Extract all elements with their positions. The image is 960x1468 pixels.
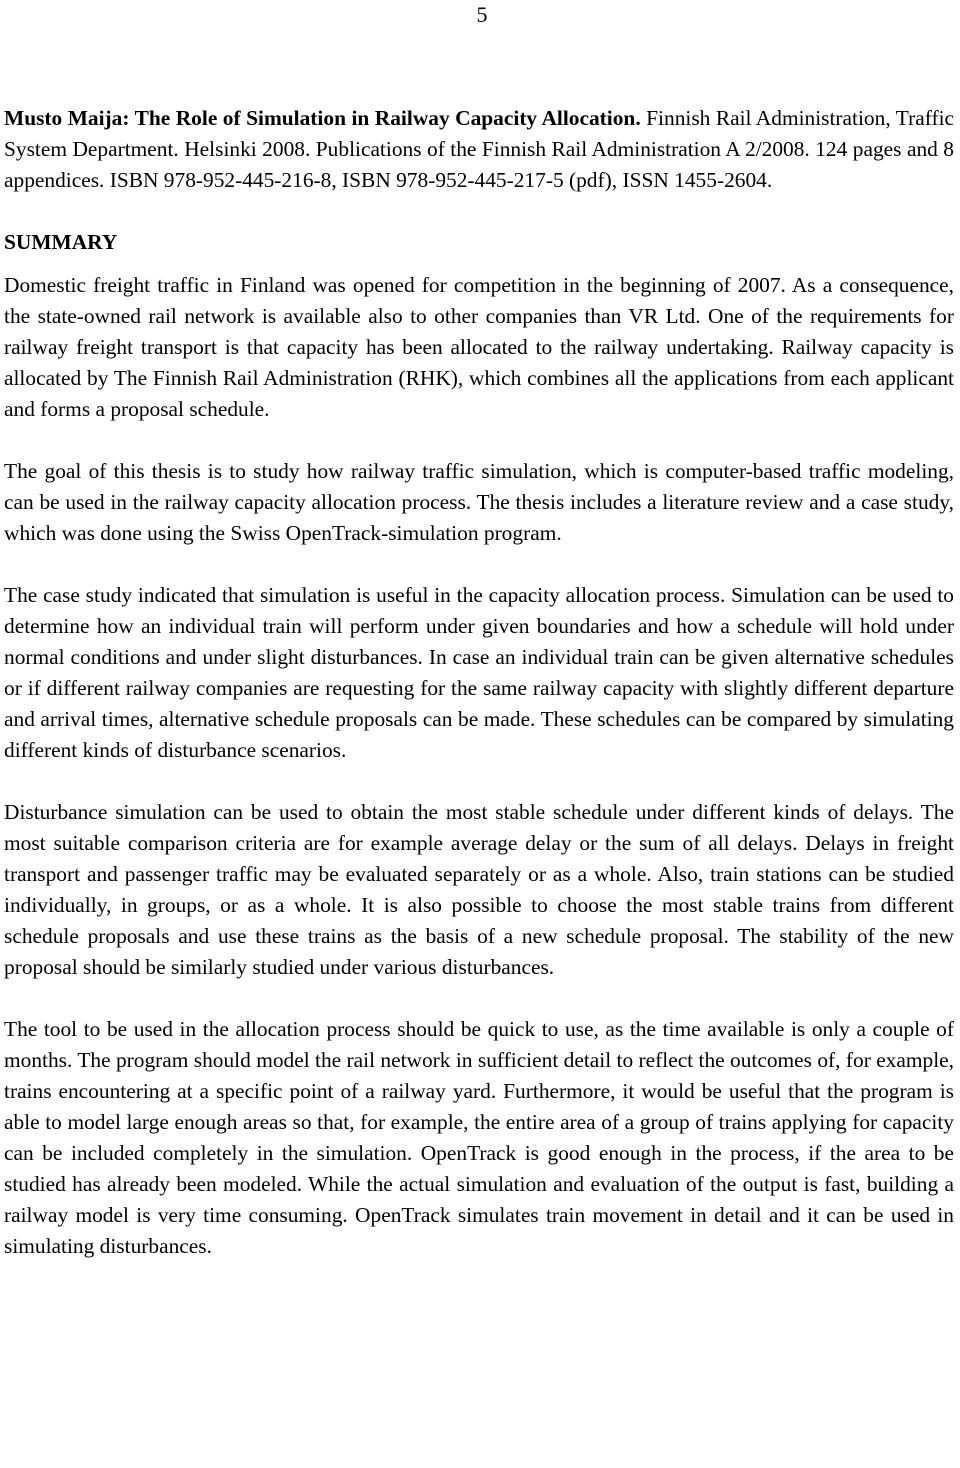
summary-paragraph-2: The goal of this thesis is to study how railway traffic simulation, which is computer-based traffic modeling, can be used in the railway capacity allocation process. The thesis includes a literature review and a case study, which was done using the Swiss OpenTrack-simulation program. bbox=[4, 459, 954, 545]
summary-paragraph-3: The case study indicated that simulation is useful in the capacity allocation process. Simulation can be used to determine how an individual train will perform under given boundaries and how a schedule will hold under normal conditions and under slight disturbances. In case an individual train can be given alternative schedules or if different railway companies are requesting for the same railway capacity with slightly different departure and arrival times, alternative schedule proposals can be made. These schedules can be compared by simulating different kinds of disturbance scenarios. bbox=[4, 583, 954, 762]
summary-paragraph-1: Domestic freight traffic in Finland was opened for competition in the beginning of 2007. As a consequence, the state-owned rail network is available also to other companies than VR Ltd. One of the requirements for railway freight transport is that capacity has been allocated to the railway undertaking. Railway capacity is allocated by The Finnish Rail Administration (RHK), which combines all the applications from each applicant and forms a proposal schedule. bbox=[4, 273, 954, 421]
summary-paragraph-4: Disturbance simulation can be used to obtain the most stable schedule under different kinds of delays. The most suitable comparison criteria are for example average delay or the sum of all delays. Delays in freight transport and passenger traffic may be evaluated separately or as a whole. Also, train stations can be studied individually, in groups, or as a whole. It is also possible to choose the most stable trains from different schedule proposals and use these trains as the basis of a new schedule proposal. The stability of the new proposal should be similarly studied under various disturbances. bbox=[4, 800, 954, 979]
page-content bbox=[4, 103, 954, 1262]
summary-paragraph-5: The tool to be used in the allocation process should be quick to use, as the time available is only a couple of months. The program should model the rail network in sufficient detail to reflect the outcomes of, for example, trains encountering at a specific point of a railway yard. Furthermore, it would be useful that the program is able to model large enough areas so that, for example, the entire area of a group of trains applying for capacity can be included completely in the simulation. OpenTrack is good enough in the process, if the area to be studied has already been modeled. While the actual simulation and evaluation of the output is fast, building a railway model is very time consuming. OpenTrack simulates train movement in detail and it can be used in simulating disturbances. bbox=[4, 1017, 954, 1258]
citation-title: Musto Maija: The Role of Simulation in Railway Capacity Allocation. bbox=[4, 106, 641, 130]
summary-heading: SUMMARY bbox=[4, 230, 118, 254]
citation-details: Finnish Rail Administration, Traffic System Department. Helsinki 2008. Publications of the Finnish Rail Administration A 2/2008. 124 pages and 8 appendices. ISBN 978-952-445-216-8, ISBN 978-952-445-217-5 (pdf), ISSN 1455-2604. bbox=[4, 106, 955, 192]
bibliographic-citation bbox=[4, 103, 954, 196]
page-number: 5 bbox=[476, 2, 488, 27]
